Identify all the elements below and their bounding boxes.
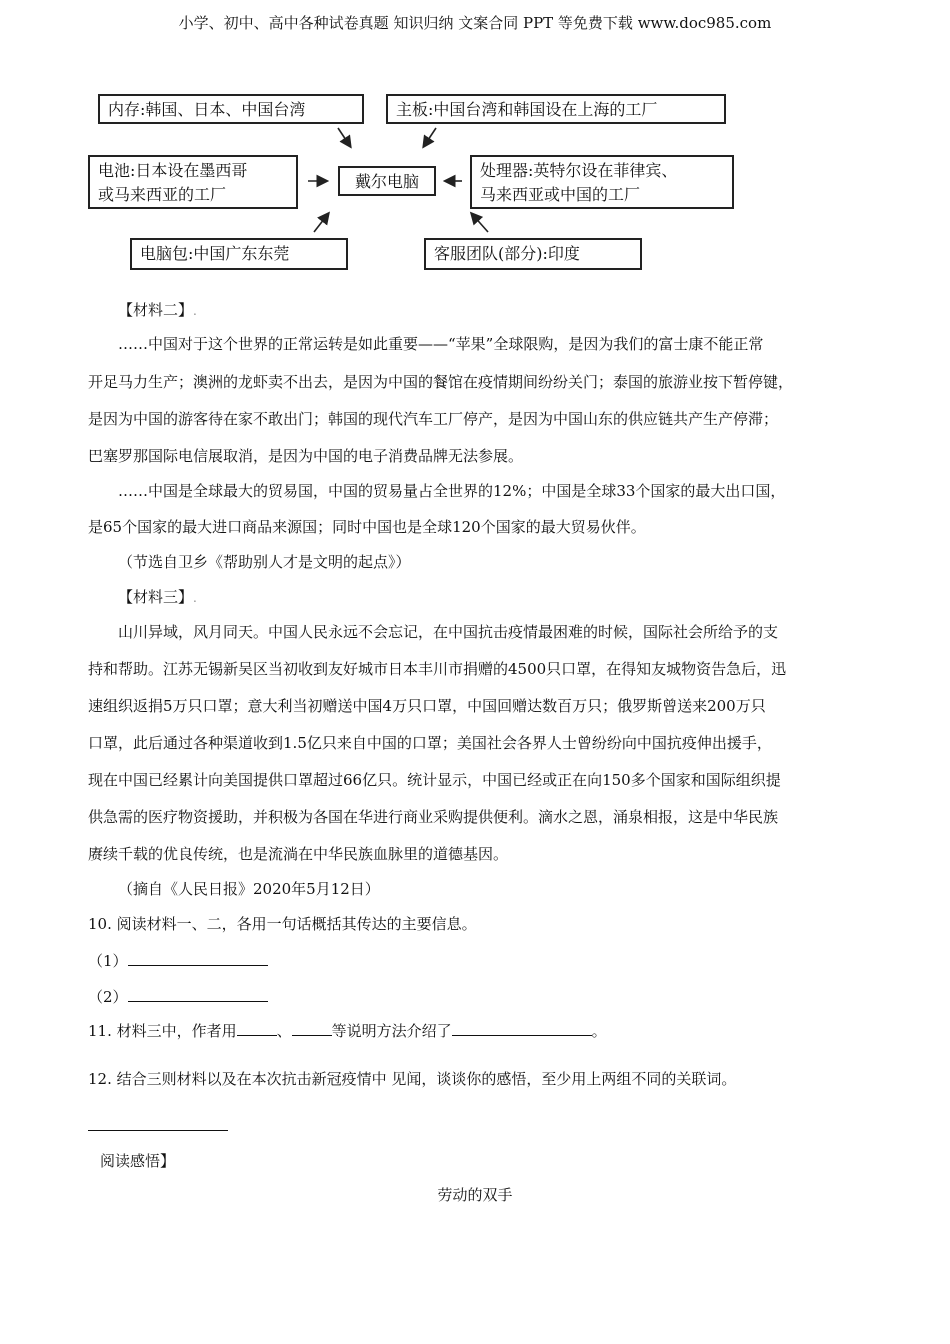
paragraph-line: 现在中国已经累计向美国提供口罩超过66亿只。统计显示，中国已经或正在向150多个国家和国际组织提: [88, 771, 781, 789]
service-label: 客服团队(部分):印度: [434, 244, 580, 263]
question-11: [88, 1020, 607, 1041]
battery-label-2: 或马来西亚的工厂: [98, 185, 227, 204]
material2-title: 【材料二】.: [118, 301, 197, 319]
paragraph-line: 持和帮助。江苏无锡新吴区当初收到友好城市日本丰川市捐赠的4500只口罩，在得知友城物资告急后，迅: [88, 660, 787, 678]
answer-blank[interactable]: [128, 951, 268, 966]
paragraph-line: 供急需的医疗物资援助，并积极为各国在华进行商业采购提供便利。滴水之恩，涌泉相报，这是中华民族: [88, 808, 779, 826]
bag-label: 电脑包:中国广东东莞: [140, 244, 290, 263]
arrow-motherboard: [424, 128, 436, 146]
material2-source: （节选自卫乡《帮助别人才是文明的起点》）: [118, 553, 411, 571]
question-10-1: [88, 950, 268, 971]
q12-answer-blank[interactable]: [88, 1116, 228, 1131]
q11-text-a: 11. 材料三中，作者用: [88, 1022, 237, 1040]
paragraph-line: 巴塞罗那国际电信展取消，是因为中国的电子消费品牌无法参展。: [88, 447, 524, 465]
center-label: 戴尔电脑: [354, 172, 419, 191]
answer-blank[interactable]: [128, 987, 268, 1002]
q11-text-b: 、: [276, 1022, 292, 1040]
article-title: 劳动的双手: [437, 1186, 513, 1204]
paragraph-line: 口罩，此后通过各种渠道收到1.5亿只来自中国的口罩；美国社会各界人士曾纷纷向中国抗疫伸出援手，: [88, 734, 772, 752]
diagram-arrows: [0, 0, 950, 300]
paragraph-line: 赓续千载的优良传统，也是流淌在中华民族血脉里的道德基因。: [88, 845, 509, 863]
paragraph-line: ……中国是全球最大的贸易国，中国的贸易量占全世界的12%；中国是全球33个国家的最大出口国，: [118, 482, 786, 500]
memory-label: 内存:韩国、日本、中国台湾: [108, 100, 306, 119]
paragraph-line: 速组织返捐5万只口罩；意大利当初赠送中国4万只口罩，中国回赠达数百万只；俄罗斯曾送来200万只: [88, 697, 766, 715]
answer-blank[interactable]: [292, 1021, 332, 1036]
question-10-2: [88, 986, 268, 1007]
paragraph-line: 开足马力生产；澳洲的龙虾卖不出去，是因为中国的餐馆在疫情期间纷纷关门；泰国的旅游业按下暂停键，: [88, 373, 794, 391]
page-header: 小学、初中、高中各种试卷真题 知识归纳 文案合同 PPT 等免费下载 www.doc985.com: [178, 14, 772, 32]
processor-label-1: 处理器:英特尔设在菲律宾、: [480, 161, 678, 180]
battery-label-1: 电池:日本设在墨西哥: [98, 161, 248, 180]
arrow-bag: [314, 214, 328, 232]
question-10: 10. 阅读材料一、二，各用一句话概括其传达的主要信息。: [88, 915, 477, 933]
answer-blank[interactable]: [452, 1021, 592, 1036]
question-12: 12. 结合三则材料以及在本次抗击新冠疫情中 见闻，谈谈你的感悟，至少用上两组不同的关联词。: [88, 1070, 737, 1088]
processor-label-2: 马来西亚或中国的工厂: [480, 185, 641, 204]
material3-title: 【材料三】.: [118, 588, 197, 606]
paragraph-line: 山川异域，风月同天。中国人民永远不会忘记，在中国抗击疫情最困难的时候，国际社会所给予的支: [118, 623, 779, 641]
answer-blank[interactable]: [237, 1021, 277, 1036]
q10-1-label: （1）: [88, 952, 128, 970]
paragraph-line: 是因为中国的游客待在家不敢出门；韩国的现代汽车工厂停产，是因为中国山东的供应链共产生产停滞；: [88, 410, 779, 428]
paragraph-line: ……中国对于这个世界的正常运转是如此重要——“苹果”全球限购，是因为我们的富士康不能正常: [118, 335, 764, 353]
arrow-service: [472, 214, 488, 232]
arrow-memory: [338, 128, 350, 146]
motherboard-label: 主板:中国台湾和韩国设在上海的工厂: [396, 100, 658, 119]
q11-text-d: 。: [591, 1022, 607, 1040]
reading-section-title: 阅读感悟】: [100, 1152, 176, 1170]
paragraph-line: 是65个国家的最大进口商品来源国；同时中国也是全球120个国家的最大贸易伙伴。: [88, 518, 646, 536]
material3-source: （摘自《人民日报》2020年5月12日）: [118, 880, 380, 898]
q11-text-c: 等说明方法介绍了: [331, 1022, 452, 1040]
q10-2-label: （2）: [88, 988, 128, 1006]
